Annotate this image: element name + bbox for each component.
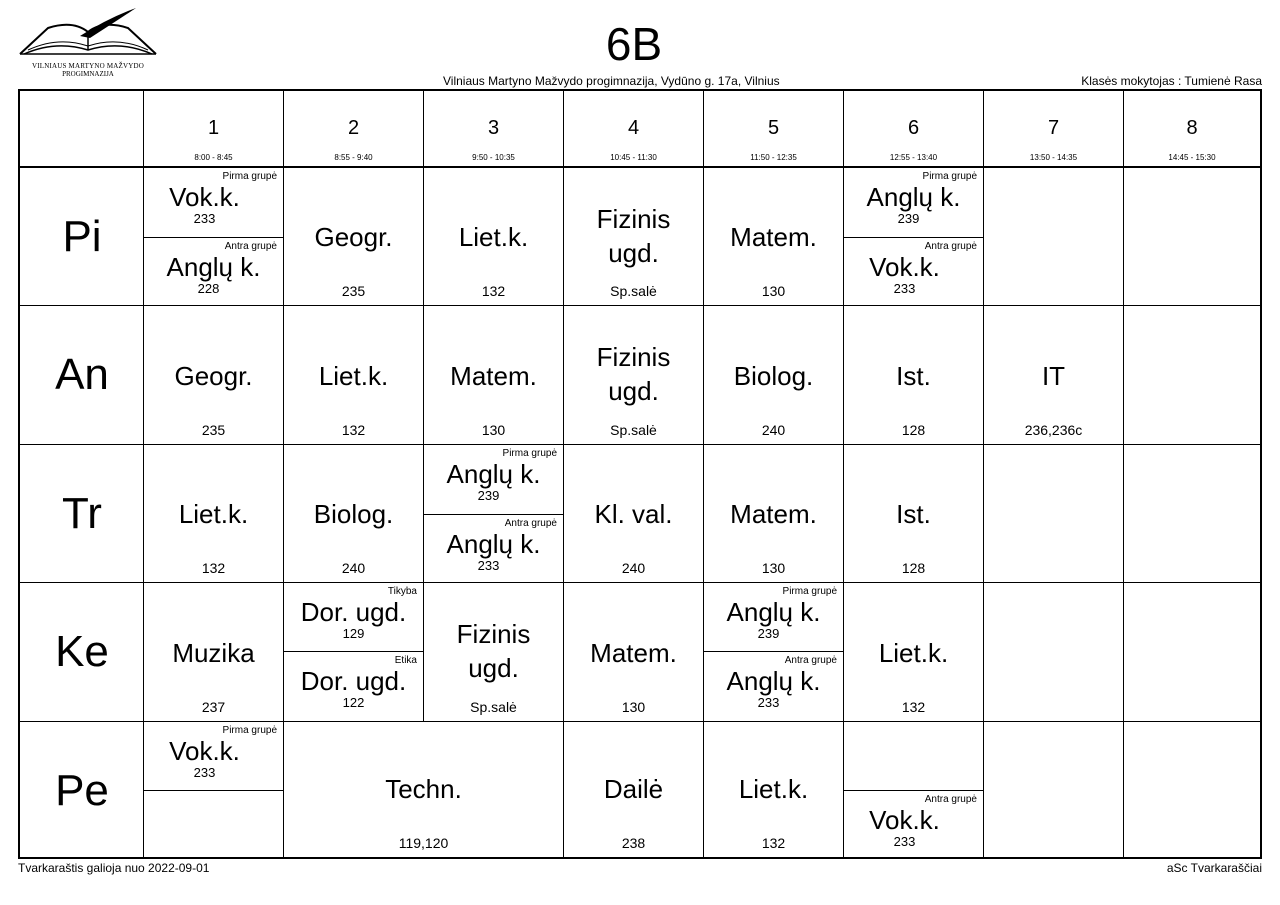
lesson-cell[interactable]	[844, 583, 983, 721]
room-number: 233	[893, 834, 916, 849]
room-number: 132	[761, 835, 786, 851]
lesson-cell[interactable]	[844, 238, 983, 305]
group-label: Tikyba	[387, 586, 417, 597]
lesson-cell[interactable]	[284, 722, 563, 857]
room-number: Sp.salė	[610, 422, 657, 438]
subject-name: Dailė	[603, 774, 664, 804]
subject-name: Vok.k.	[169, 182, 240, 212]
room-number: 237	[201, 699, 226, 715]
room-number: 132	[481, 283, 506, 299]
room-number: 233	[193, 211, 216, 226]
lesson-cell[interactable]	[284, 583, 423, 651]
lesson-cell[interactable]	[284, 306, 423, 444]
subject-name-line1: Fizinis	[596, 342, 671, 372]
room-number: 240	[761, 422, 786, 438]
room-number: 233	[477, 558, 500, 573]
room-number: 235	[341, 283, 366, 299]
timetable-grid	[18, 89, 1262, 859]
subject-name-line2: ugd.	[608, 238, 659, 268]
period-time: 11:50 - 12:35	[750, 153, 797, 162]
lesson-cell[interactable]	[704, 583, 843, 651]
period-header	[984, 91, 1123, 166]
room-number: 239	[897, 211, 920, 226]
group-label: Antra grupė	[924, 794, 977, 805]
subject-name-line1: Fizinis	[596, 204, 671, 234]
lesson-cell[interactable]	[564, 306, 703, 444]
period-time: 8:00 - 8:45	[194, 153, 233, 162]
group-label: Antra grupė	[224, 241, 277, 252]
lesson-cell[interactable]	[844, 168, 983, 237]
subject-name: Vok.k.	[869, 805, 940, 835]
room-number: 130	[621, 699, 646, 715]
group-label: Pirma grupė	[222, 725, 277, 736]
subject-name: Muzika	[172, 638, 255, 668]
lesson-cell[interactable]	[144, 168, 283, 237]
period-number: 6	[907, 117, 920, 139]
lesson-cell[interactable]	[844, 445, 983, 582]
room-number: 239	[477, 488, 500, 503]
subject-name: Anglų k.	[726, 597, 821, 627]
lesson-cell[interactable]	[704, 652, 843, 721]
room-number: 128	[901, 560, 926, 576]
period-header	[284, 91, 423, 166]
subject-name: Anglų k.	[446, 459, 541, 489]
subject-name-line2: ugd.	[468, 653, 519, 683]
room-number: 130	[761, 283, 786, 299]
lesson-cell[interactable]	[424, 515, 563, 582]
lesson-cell[interactable]	[144, 306, 283, 444]
logo-text-line2: PROGIMNAZIJA	[62, 70, 114, 78]
room-number: 239	[757, 626, 780, 641]
lesson-cell[interactable]	[564, 583, 703, 721]
period-number: 8	[1186, 117, 1198, 139]
room-number: 129	[342, 626, 365, 641]
period-time: 8:55 - 9:40	[334, 153, 373, 162]
room-number: 233	[893, 281, 916, 296]
subject-name-line2: ugd.	[608, 376, 659, 406]
room-number: 228	[197, 281, 220, 296]
room-number: 119,120	[398, 835, 449, 851]
lesson-cell[interactable]	[564, 168, 703, 305]
subject-name: Anglų k.	[866, 182, 961, 212]
room-number: 122	[342, 695, 365, 710]
validity-note: Tvarkaraštis galioja nuo 2022-09-01	[18, 861, 210, 875]
period-number: 2	[347, 117, 360, 139]
room-number: 132	[341, 422, 366, 438]
school-address: Vilniaus Martyno Mažvydo progimnazija, Vydūno g. 17a, Vilnius	[443, 74, 780, 88]
lesson-cell[interactable]	[424, 168, 563, 305]
subject-name: Matem.	[450, 361, 537, 391]
subject-name: Matem.	[730, 222, 817, 252]
day-label: An	[55, 350, 109, 399]
subject-name: Liet.k.	[878, 638, 949, 668]
lesson-cell[interactable]	[144, 238, 283, 305]
class-title: 6B	[605, 18, 663, 70]
subject-name-line1: Fizinis	[456, 619, 531, 649]
day-label: Tr	[62, 489, 102, 538]
subject-name: Anglų k.	[166, 252, 261, 282]
room-number: 238	[621, 835, 646, 851]
group-label: Pirma grupė	[922, 171, 977, 182]
software-credit: aSc Tvarkaraščiai	[1166, 861, 1262, 875]
lesson-cell[interactable]	[424, 445, 563, 514]
subject-name: Anglų k.	[446, 529, 541, 559]
period-number: 1	[207, 117, 220, 139]
subject-name: Dor. ugd.	[300, 666, 407, 696]
period-time: 9:50 - 10:35	[472, 153, 515, 162]
lesson-cell[interactable]	[704, 445, 843, 582]
subject-name: Vok.k.	[169, 736, 240, 766]
period-number: 5	[767, 117, 780, 139]
room-number: 130	[761, 560, 786, 576]
subject-name: Biolog.	[313, 499, 394, 529]
subject-name: Liet.k.	[318, 361, 389, 391]
grid-line	[983, 91, 984, 857]
grid-line	[1123, 91, 1124, 857]
room-number: 240	[341, 560, 366, 576]
lesson-cell[interactable]	[984, 306, 1123, 444]
lesson-cell[interactable]	[844, 306, 983, 444]
subject-name: Dor. ugd.	[300, 597, 407, 627]
period-number: 7	[1047, 117, 1060, 139]
group-label: Pirma grupė	[222, 171, 277, 182]
period-header	[1124, 91, 1260, 166]
subject-name: Ist.	[896, 499, 931, 529]
room-number: 233	[757, 695, 780, 710]
period-header	[704, 91, 843, 166]
room-number: 132	[901, 699, 926, 715]
room-number: Sp.salė	[610, 283, 657, 299]
period-number: 3	[487, 117, 500, 139]
period-header	[844, 91, 983, 166]
period-time: 10:45 - 11:30	[610, 153, 657, 162]
subject-name: Kl. val.	[594, 499, 673, 529]
subject-name: Liet.k.	[738, 774, 809, 804]
lesson-cell[interactable]	[144, 445, 283, 582]
room-number: 240	[621, 560, 646, 576]
period-header	[564, 91, 703, 166]
logo-text-line1: VILNIAUS MARTYNO MAŽVYDO	[31, 62, 145, 70]
subject-name: Ist.	[896, 361, 931, 391]
group-split-line	[144, 790, 283, 791]
group-label: Antra grupė	[784, 655, 837, 666]
lesson-cell[interactable]	[564, 722, 703, 857]
subject-name: Liet.k.	[458, 222, 529, 252]
period-number: 4	[627, 117, 640, 139]
room-number: 130	[481, 422, 506, 438]
subject-name: Biolog.	[733, 361, 814, 391]
day-label: Ke	[55, 627, 109, 676]
lesson-cell[interactable]	[284, 652, 423, 721]
period-header	[144, 91, 283, 166]
subject-name: Matem.	[730, 499, 817, 529]
period-header	[424, 91, 563, 166]
subject-name: Anglų k.	[726, 666, 821, 696]
subject-name: Geogr.	[174, 361, 253, 391]
group-label: Antra grupė	[924, 241, 977, 252]
room-number: 235	[201, 422, 226, 438]
period-time: 12:55 - 13:40	[889, 153, 938, 162]
room-number: Sp.salė	[470, 699, 517, 715]
lesson-cell[interactable]	[144, 583, 283, 721]
room-number: 128	[901, 422, 926, 438]
group-label: Antra grupė	[504, 518, 557, 529]
lesson-cell[interactable]	[704, 722, 843, 857]
group-label: Pirma grupė	[782, 586, 837, 597]
subject-name: Liet.k.	[178, 499, 249, 529]
lesson-cell[interactable]	[564, 445, 703, 582]
day-label: Pe	[55, 766, 109, 815]
class-teacher: Klasės mokytojas : Tumienė Rasa	[1081, 74, 1262, 88]
period-time: 13:50 - 14:35	[1029, 153, 1078, 162]
subject-name: Matem.	[590, 638, 677, 668]
lesson-cell[interactable]	[144, 722, 283, 790]
room-number: 132	[201, 560, 226, 576]
lesson-cell[interactable]	[704, 306, 843, 444]
room-number: 233	[193, 765, 216, 780]
subject-name: IT	[1041, 361, 1066, 391]
lesson-cell[interactable]	[844, 791, 983, 857]
group-label: Etika	[394, 655, 417, 666]
lesson-cell[interactable]	[424, 306, 563, 444]
day-label: Pi	[62, 212, 102, 261]
lesson-cell[interactable]	[424, 583, 563, 721]
subject-name: Vok.k.	[869, 252, 940, 282]
period-time: 14:45 - 15:30	[1168, 153, 1216, 162]
lesson-cell[interactable]	[704, 168, 843, 305]
group-label: Pirma grupė	[502, 448, 557, 459]
lesson-cell[interactable]	[284, 445, 423, 582]
subject-name: Techn.	[385, 774, 462, 804]
subject-name: Geogr.	[314, 222, 393, 252]
room-number: 236,236c	[1024, 422, 1083, 438]
lesson-cell[interactable]	[284, 168, 423, 305]
